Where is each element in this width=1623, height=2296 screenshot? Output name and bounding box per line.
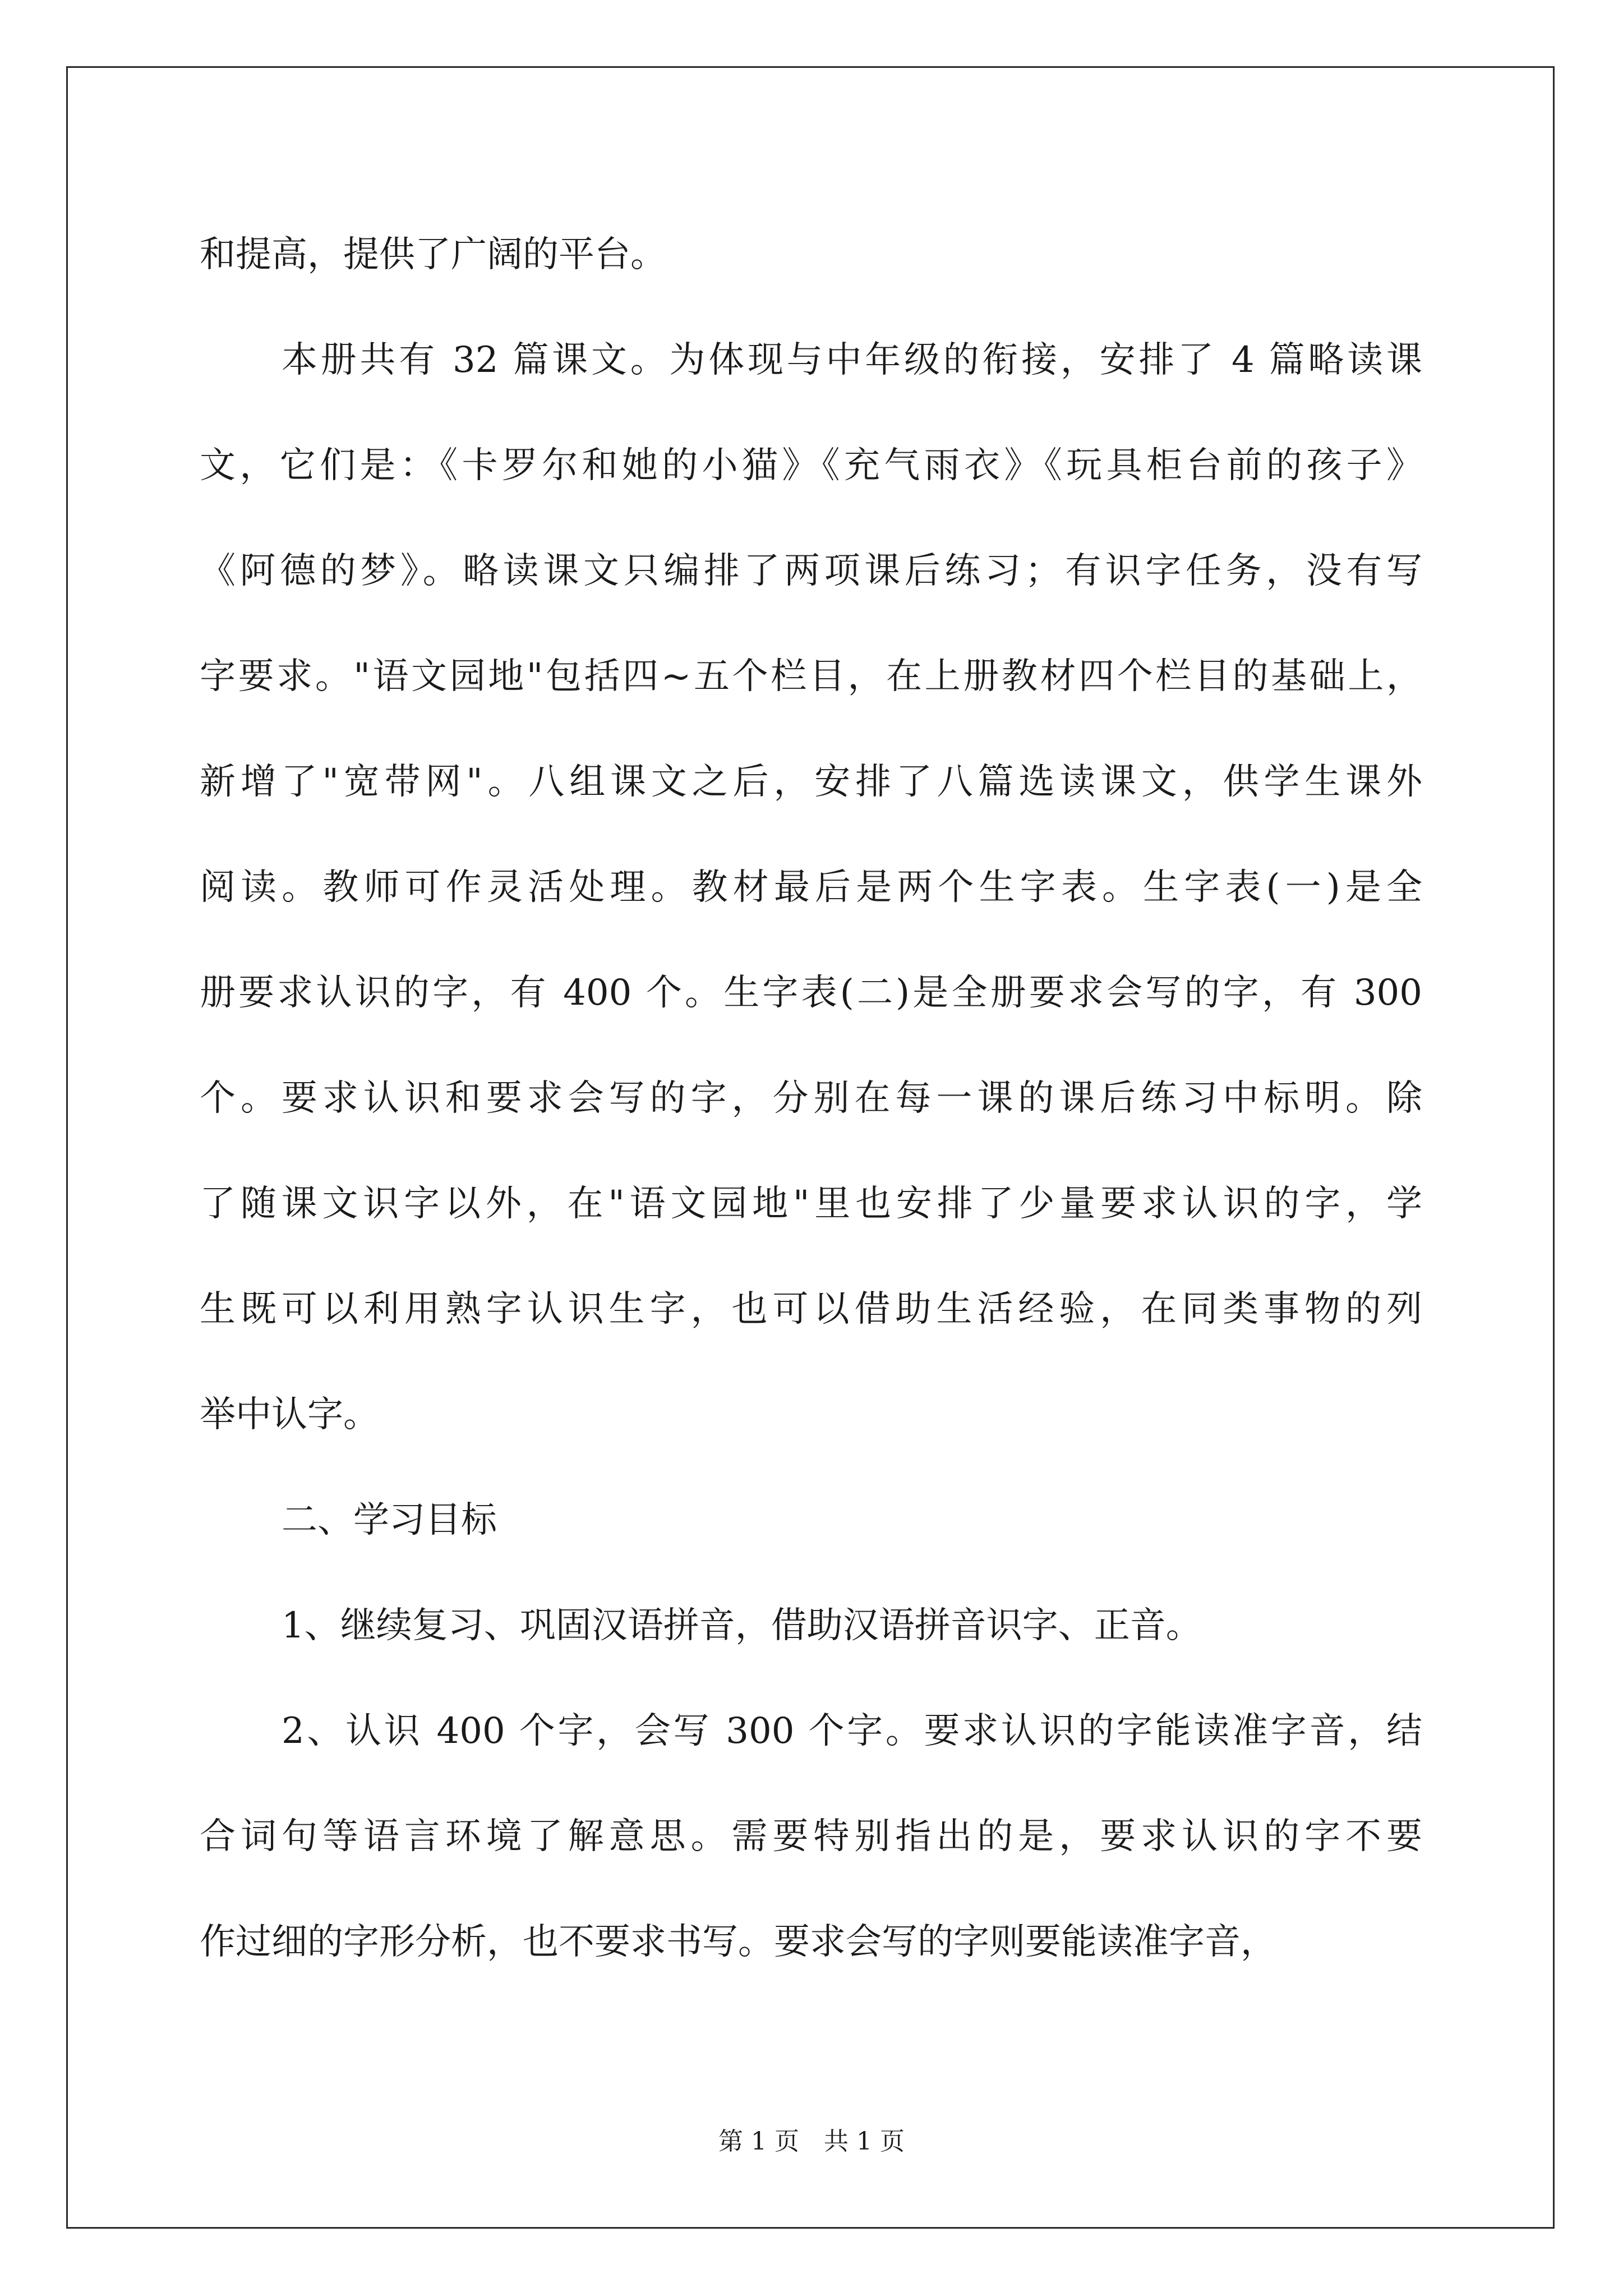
text-line: 本册共有 32 篇课文。为体现与中年级的衔接，安排了 4 篇略读课	[282, 339, 1422, 381]
page-footer: 第 1 页 共 1 页	[718, 2127, 905, 2156]
document-body	[200, 202, 1422, 1995]
text-line: 字要求。"语文园地"包括四~五个栏目，在上册教材四个栏目的基础上，	[200, 656, 1422, 697]
text-line: 1、继续复习、巩固汉语拼音，借助汉语拼音识字、正音。	[282, 1605, 1202, 1646]
text-line: 文，它们是：《卡罗尔和她的小猫》《充气雨衣》《玩具柜台前的孩子》	[200, 445, 1422, 486]
para-intro-end	[200, 202, 1422, 307]
text-line: 作过细的字形分析，也不要求书写。要求会写的字则要能读准字音，	[200, 1921, 1276, 1963]
text-line: 个。要求认识和要求会写的字，分别在每一课的课后练习中标明。除	[200, 1078, 1422, 1119]
text-line: 生既可以利用熟字认识生字，也可以借助生活经验，在同类事物的列	[200, 1289, 1422, 1330]
goal-1	[200, 1573, 1422, 1678]
text-line: 阅读。教师可作灵活处理。教材最后是两个生字表。生字表(一)是全	[200, 867, 1422, 908]
section-heading-goals	[200, 1467, 1422, 1573]
text-line: 了随课文识字以外，在"语文园地"里也安排了少量要求认识的字，学	[200, 1183, 1422, 1225]
text-line: 《阿德的梦》。略读课文只编排了两项课后练习；有识字任务，没有写	[200, 550, 1422, 592]
text-line: 2、认识 400 个字，会写 300 个字。要求认识的字能读准字音，结	[282, 1710, 1422, 1752]
text-line: 册要求认识的字，有 400 个。生字表(二)是全册要求会写的字，有 300	[200, 972, 1422, 1014]
text-line: 二、学习目标	[282, 1499, 497, 1541]
goal-2	[200, 1678, 1422, 1995]
text-line: 举中认字。	[200, 1394, 379, 1435]
para-textbook-overview	[200, 307, 1422, 1467]
text-line: 和提高，提供了广阔的平台。	[200, 234, 666, 275]
text-line: 新增了"宽带网"。八组课文之后，安排了八篇选读课文，供学生课外	[200, 761, 1422, 803]
text-line: 合词句等语言环境了解意思。需要特别指出的是，要求认识的字不要	[200, 1816, 1422, 1857]
